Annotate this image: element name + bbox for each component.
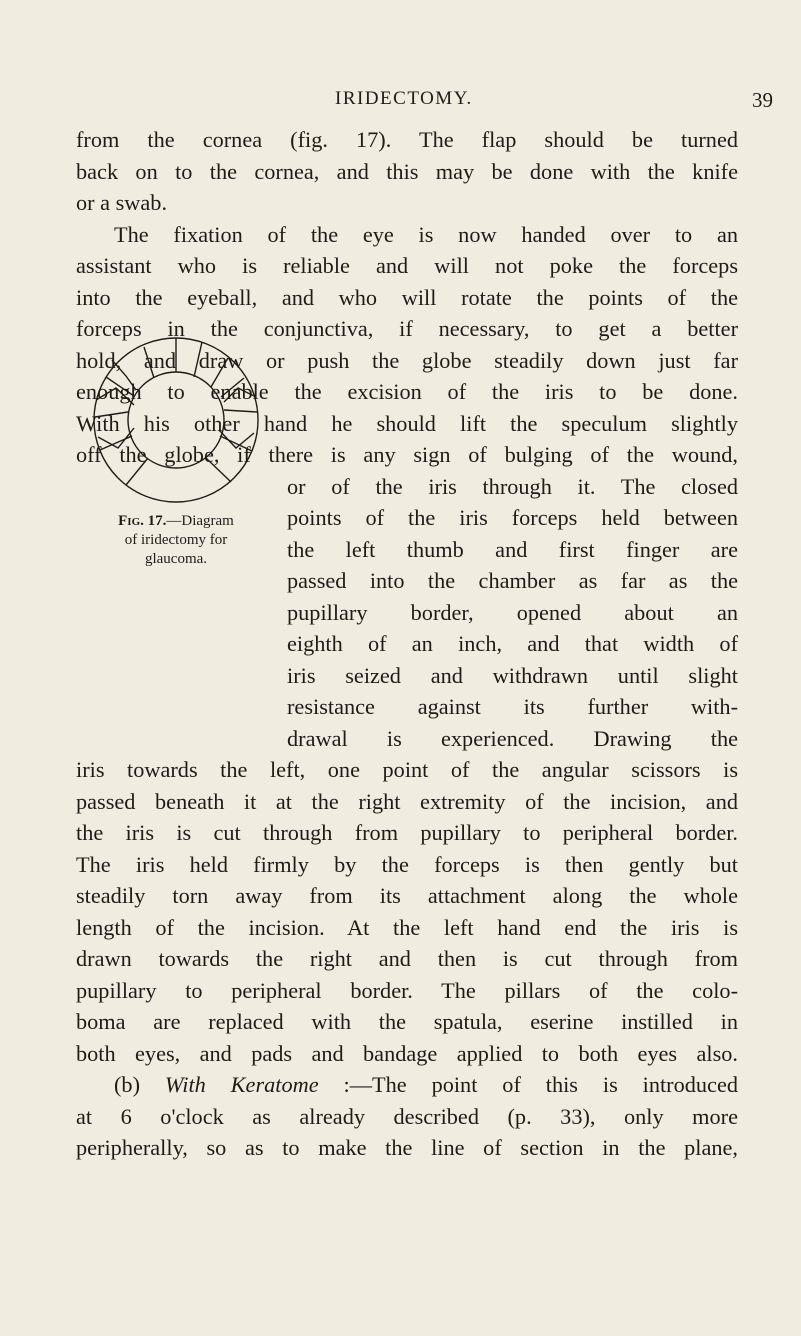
caption-line: of iridectomy for	[124, 532, 228, 548]
line-rest: :—The point of this is introduced	[318, 1072, 738, 1097]
text-line: length of the incision. At the left hand end the iris is	[76, 914, 738, 940]
text-line: boma are replaced with the spatula, eserine instilled in	[76, 1009, 738, 1034]
text-line: or of the iris through it. The closed	[287, 473, 738, 499]
caption-line: glaucoma.	[144, 551, 208, 567]
segment-zigzag	[96, 388, 134, 405]
iridectomy-diagram	[76, 330, 276, 510]
text-line: or a swab.	[76, 190, 168, 215]
segment-line	[224, 410, 257, 412]
text-line	[76, 1069, 738, 1101]
segment-zigzag	[219, 430, 254, 448]
text-line: iris towards the left, one point of the angular scissors is	[76, 757, 738, 782]
text-line: assistant who is reliable and will not poke the forceps	[76, 253, 738, 278]
text-line: off the globe, if there is any sign of bulging of the wound,	[76, 442, 738, 467]
text-line: steadily torn away from its attachment along the whole	[76, 883, 738, 908]
segment-line	[144, 347, 154, 378]
text-line: iris seized and withdrawn until slight	[287, 662, 738, 688]
text-line: eighth of an inch, and that width of	[287, 631, 738, 656]
text-line: pupillary border, opened about an	[287, 599, 738, 625]
segment-line	[211, 358, 228, 387]
text-line: hold, and draw or push the globe steadily down just far	[76, 347, 738, 373]
figure-caption	[76, 512, 276, 569]
text-line: enough to enable the excision of the iris to be done.	[76, 379, 738, 404]
text-line: The iris held firmly by the forceps is then gently but	[76, 851, 738, 877]
caption-line	[76, 512, 276, 531]
text-line: the iris is cut through from pupillary to peripheral border.	[76, 820, 738, 845]
segment-line	[126, 458, 148, 485]
running-title: IRIDECTOMY.	[335, 88, 473, 109]
italic-heading: With Keratome	[164, 1072, 319, 1097]
text-line: the left thumb and first finger are	[287, 536, 738, 562]
text-line: into the eyeball, and who will rotate the points of the	[76, 284, 738, 310]
page-number: 39	[752, 88, 773, 112]
text-line: With his other hand he should lift the speculum slightly	[76, 410, 738, 436]
segment-line	[106, 377, 134, 396]
segment-line	[95, 412, 128, 417]
coloboma-edge-right	[194, 342, 202, 377]
text-line: peripherally, so as to make the line of section in the plane,	[76, 1135, 738, 1160]
running-head	[0, 88, 801, 118]
segment-line	[206, 458, 231, 482]
text-line: both eyes, and pads and bandage applied to both eyes also.	[76, 1040, 738, 1066]
text-line: back on to the cornea, and this may be done with the knife	[76, 158, 738, 184]
text-line: points of the iris forceps held between	[287, 505, 738, 530]
text-line: passed beneath it at the right extremity of the incision, and	[76, 788, 738, 814]
text-line: forceps in the conjunctiva, if necessary, to get a better	[76, 316, 738, 341]
text-line: passed into the chamber as far as the	[287, 568, 738, 593]
text-line: pupillary to peripheral border. The pillars of the colo-	[76, 977, 738, 1003]
text-line: from the cornea (fig. 17). The flap should be turned	[76, 127, 738, 152]
text-line: drawn towards the right and then is cut through from	[76, 946, 738, 971]
text-line: resistance against its further with-	[287, 694, 738, 719]
figure-17	[76, 330, 276, 590]
text-line: The fixation of the eye is now handed over to an	[114, 221, 738, 247]
item-marker: (b)	[114, 1072, 165, 1097]
inner-circle	[128, 372, 224, 468]
segment-line	[100, 436, 132, 450]
text-line: at 6 o'clock as already described (p. 33), only more	[76, 1103, 738, 1129]
segment-zigzag	[112, 360, 136, 390]
body-text	[76, 124, 738, 1164]
figure-label: Fig. 17.	[118, 513, 167, 529]
caption-text: —Diagram	[166, 513, 234, 529]
text-line: drawal is experienced. Drawing the	[287, 725, 738, 751]
